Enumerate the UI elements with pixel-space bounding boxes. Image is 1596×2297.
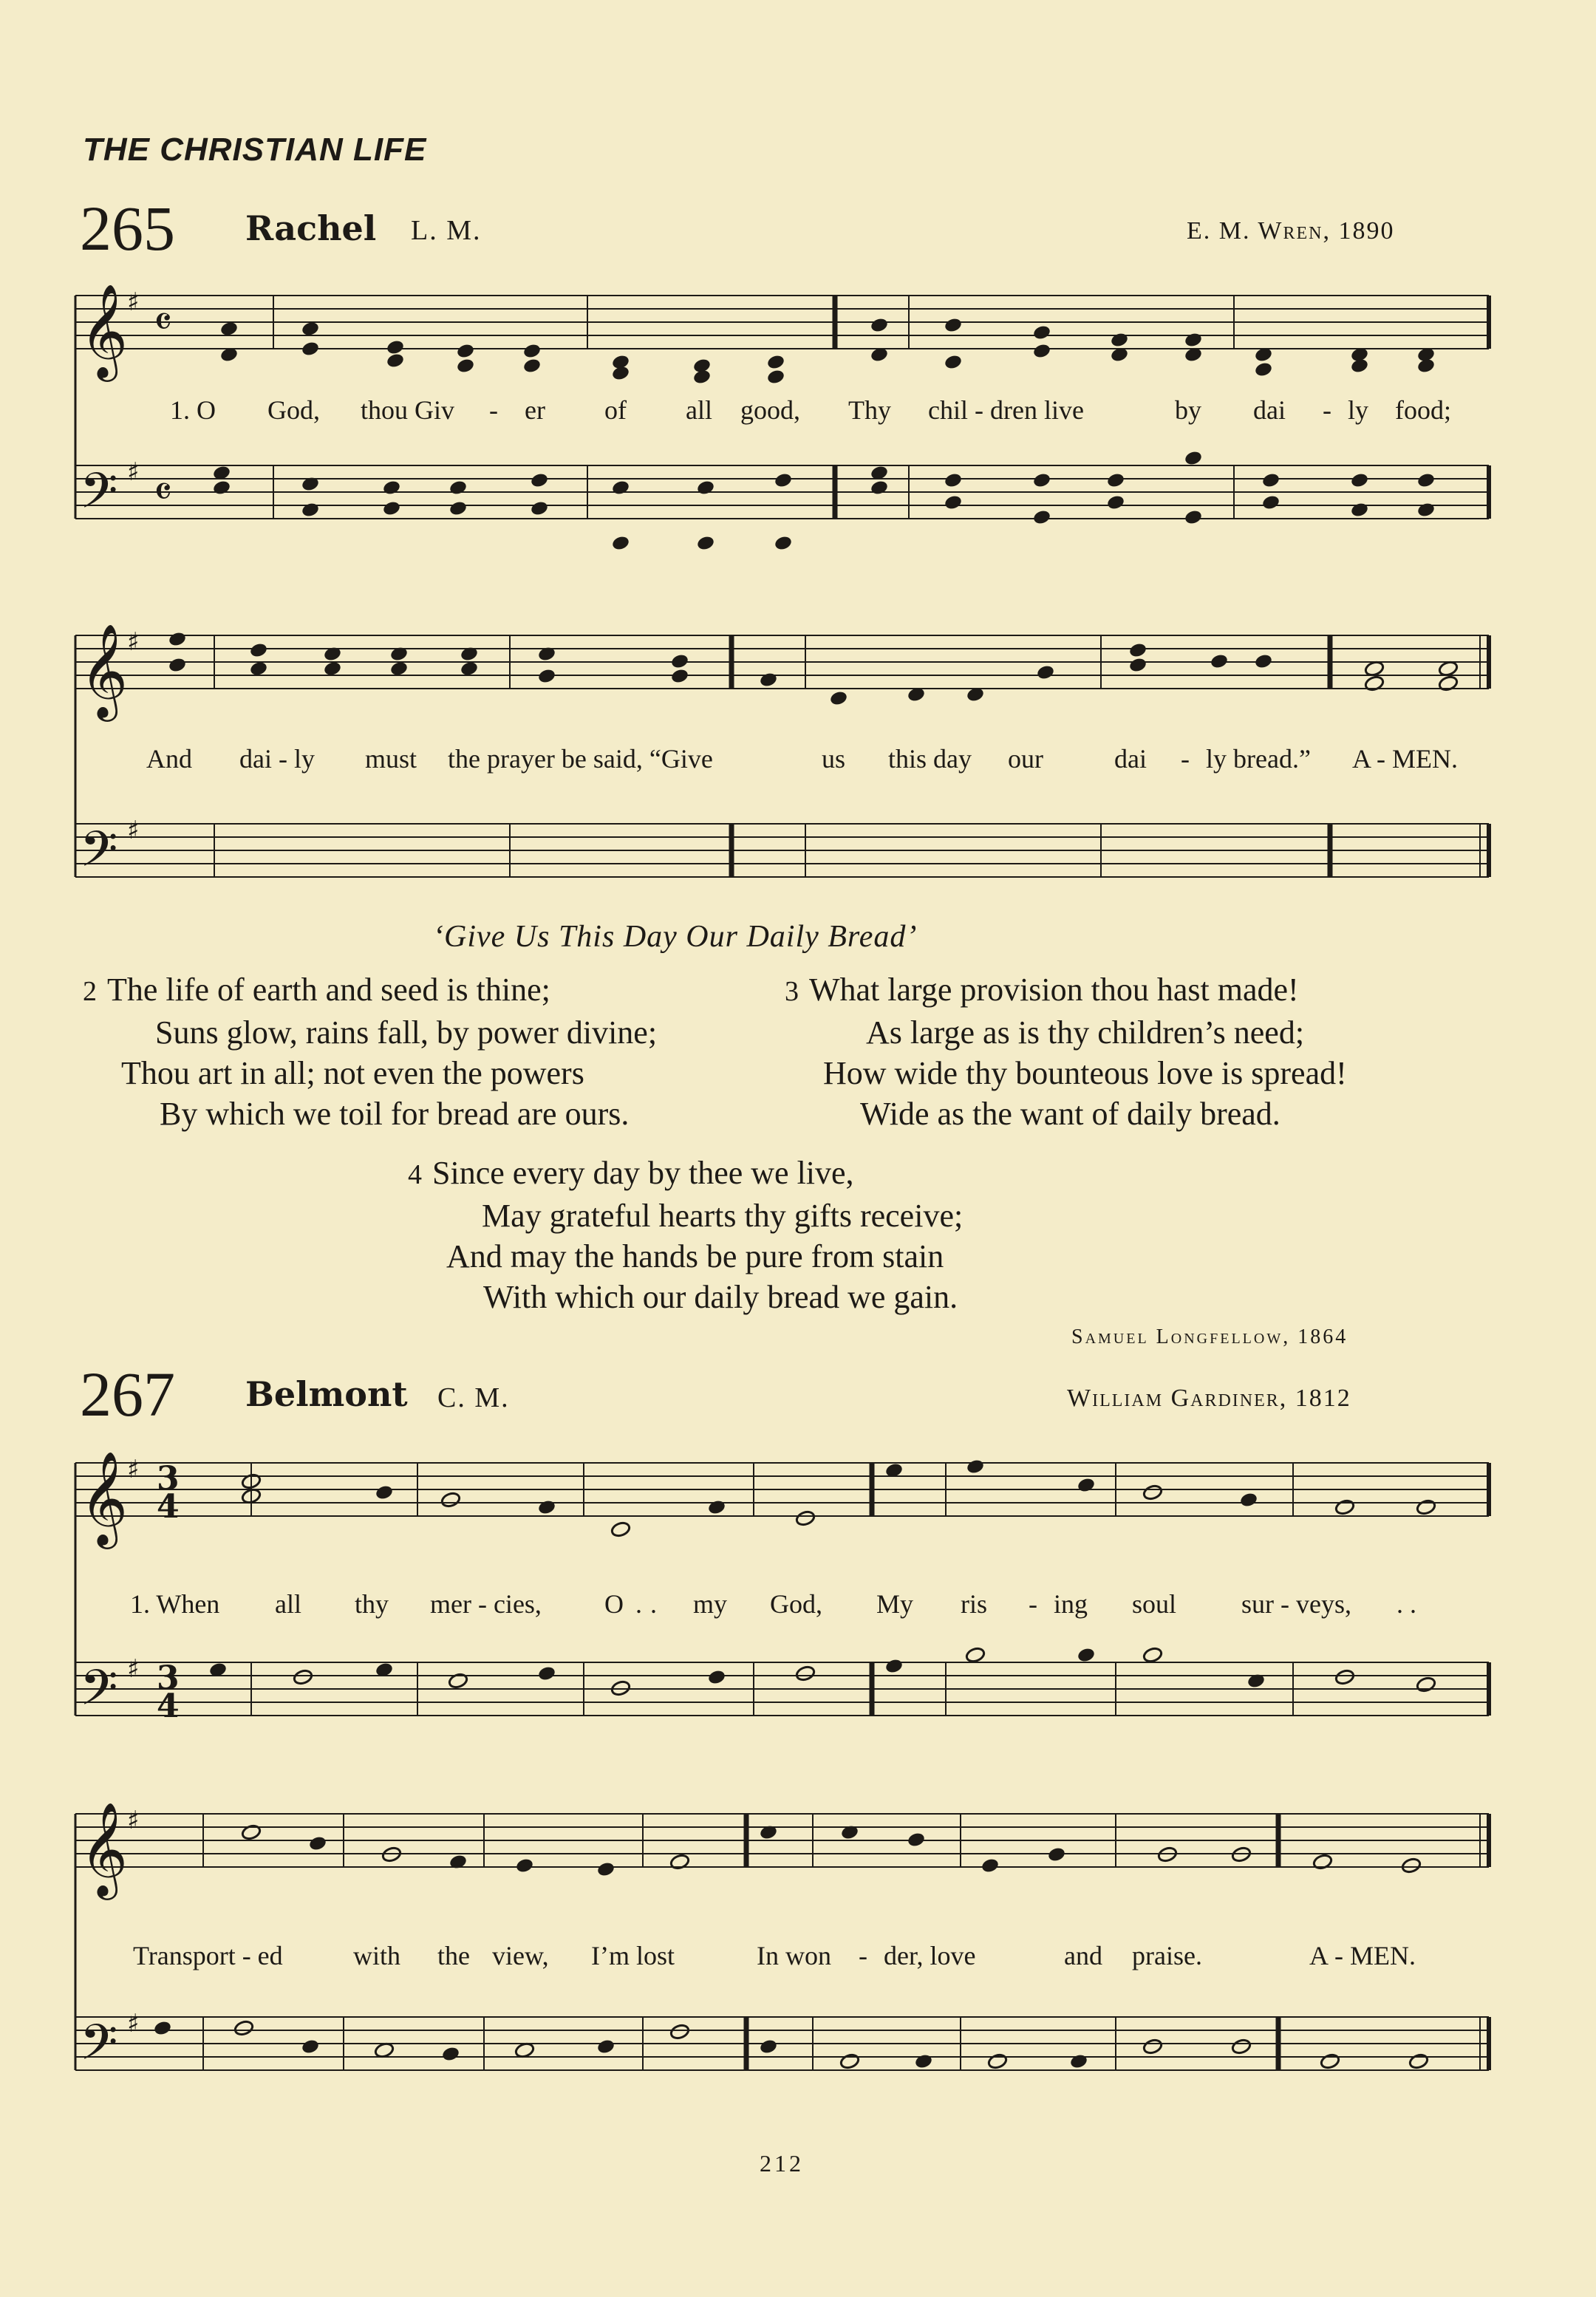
lyric-267-1-w14: sur - veys, xyxy=(1241,1589,1351,1619)
staff-265-1-treble xyxy=(75,296,1489,349)
lyric-265-2-w4: us xyxy=(822,744,846,774)
hymn-number-267: 267 xyxy=(80,1359,175,1430)
verse-4-line-1: Since every day by thee we live, xyxy=(432,1155,854,1191)
lyric-267-1-w10: ris xyxy=(961,1589,987,1619)
lyric-265-2-w6: our xyxy=(1008,744,1043,774)
lyric-265-1-w2: thou Giv xyxy=(361,395,455,425)
lyric-265-1-w7: good, xyxy=(740,395,800,425)
lyric-267-2-w11: - MEN. xyxy=(1334,1941,1416,1970)
lyric-267-2-w3: view, xyxy=(492,1941,549,1970)
svg-text:♯: ♯ xyxy=(127,2009,140,2038)
verse-number-3: 3 xyxy=(785,976,799,1007)
lyric-267-1-w11: - xyxy=(1029,1589,1037,1619)
meter-265: L. M. xyxy=(411,215,482,246)
svg-text:𝄢: 𝄢 xyxy=(80,2014,118,2083)
lyric-267-1-w5: . xyxy=(635,1589,642,1619)
svg-text:♯: ♯ xyxy=(127,816,140,845)
lyric-267-2-w6: - xyxy=(859,1941,867,1970)
svg-text:𝄴: 𝄴 xyxy=(154,298,173,347)
svg-text:4: 4 xyxy=(157,1488,180,1526)
lyric-267-1-w3: mer - cies, xyxy=(430,1589,542,1619)
lyric-267-2-w9: praise. xyxy=(1132,1941,1202,1970)
verse-2-line-3: Thou art in all; not even the powers xyxy=(121,1055,584,1091)
svg-text:𝄞: 𝄞 xyxy=(80,1450,129,1545)
lyric-265-1-w5: of xyxy=(604,395,627,425)
verse-3-line-2: As large as is thy children’s need; xyxy=(866,1014,1305,1051)
verse-4 xyxy=(408,1153,963,1317)
hymn-caption: ‘Give Us This Day Our Daily Bread’ xyxy=(433,920,918,954)
lyric-267-1-w1: all xyxy=(275,1589,301,1619)
meter-267: C. M. xyxy=(437,1382,510,1413)
lyric-265-2-w3: the prayer be said, “Give xyxy=(448,744,713,774)
lyric-267-1-w7: my xyxy=(693,1589,728,1619)
svg-text:𝄞: 𝄞 xyxy=(80,283,129,378)
svg-text:♯: ♯ xyxy=(127,287,140,317)
verse-2-line-4: By which we toil for bread are ours. xyxy=(160,1096,630,1132)
verse-2 xyxy=(83,969,657,1134)
verse-3-line-3: How wide thy bounteous love is spread! xyxy=(823,1055,1347,1091)
lyric-265-2-w1: dai - ly xyxy=(239,744,315,774)
verse-2-line-2: Suns glow, rains fall, by power divine; xyxy=(155,1014,658,1051)
svg-text:♯: ♯ xyxy=(127,1455,140,1484)
verse-4-line-3: And may the hands be pure from stain xyxy=(446,1238,944,1274)
svg-text:𝄞: 𝄞 xyxy=(80,1801,129,1896)
staff-265-1-bass xyxy=(75,465,1489,519)
lyric-267-1-w2: thy xyxy=(355,1589,389,1619)
lyric-265-2-w5: this day xyxy=(888,744,972,774)
lyric-267-1-w4: O xyxy=(604,1589,624,1619)
lyric-267-2-w4: I’m lost xyxy=(591,1941,675,1970)
section-title: THE CHRISTIAN LIFE xyxy=(83,132,427,168)
lyric-267-1-w15: . . xyxy=(1396,1589,1416,1619)
verse-3-line-4: Wide as the want of daily bread. xyxy=(860,1096,1280,1132)
lyric-267-1-w13: soul xyxy=(1132,1589,1177,1619)
composer-267: William Gardiner, 1812 xyxy=(1067,1385,1351,1412)
lyric-265-2-w9: ly bread.” xyxy=(1206,744,1311,774)
svg-text:3: 3 xyxy=(157,1460,180,1498)
hymn-number-265: 265 xyxy=(80,193,175,264)
lyric-265-1-w0: 1. O xyxy=(170,395,216,425)
verse-number-4: 4 xyxy=(408,1159,422,1190)
page-number: 212 xyxy=(760,2150,804,2177)
lyric-267-2-w8: and xyxy=(1064,1941,1102,1970)
verse-4-line-2: May grateful hearts thy gifts receive; xyxy=(482,1198,964,1234)
svg-text:♯: ♯ xyxy=(127,1654,140,1684)
lyric-265-1-w10: by xyxy=(1175,395,1201,425)
verse-2-line-1: The life of earth and seed is thine; xyxy=(107,972,550,1008)
svg-text:3: 3 xyxy=(157,1659,180,1697)
author-265: Samuel Longfellow, 1864 xyxy=(1071,1325,1348,1348)
lyric-267-2-w10: A xyxy=(1309,1941,1329,1970)
lyric-265-2-w2: must xyxy=(365,744,417,774)
lyric-265-1-w3: - xyxy=(489,395,498,425)
lyric-267-1-w9: My xyxy=(876,1589,914,1619)
composer-265: E. M. Wren, 1890 xyxy=(1187,217,1395,245)
svg-text:4: 4 xyxy=(157,1687,180,1725)
lyric-265-2-w10: A - MEN. xyxy=(1352,744,1458,774)
lyric-265-1-w8: Thy xyxy=(848,395,891,425)
lyric-265-1-w6: all xyxy=(686,395,712,425)
svg-text:𝄢: 𝄢 xyxy=(80,1659,118,1728)
lyric-265-1-w9: chil - dren live xyxy=(928,395,1084,425)
tune-name-265: Rachel xyxy=(245,208,377,248)
svg-text:𝄢: 𝄢 xyxy=(80,821,118,890)
svg-text:𝄞: 𝄞 xyxy=(80,623,129,717)
lyric-267-1-w6: . xyxy=(650,1589,657,1619)
verse-3 xyxy=(785,969,1347,1134)
lyric-267-2-w1: with xyxy=(353,1941,401,1970)
lyric-265-1-w1: God, xyxy=(267,395,320,425)
svg-text:♯: ♯ xyxy=(127,457,140,487)
lyric-267-2-w2: the xyxy=(437,1941,470,1970)
lyric-265-1-w14: food; xyxy=(1395,395,1451,425)
lyric-267-1-w12: ing xyxy=(1054,1589,1088,1619)
verse-3-line-1: What large provision thou hast made! xyxy=(809,972,1299,1008)
lyric-267-2-w0: Transport - ed xyxy=(133,1941,283,1970)
lyric-265-1-w4: er xyxy=(525,395,545,425)
lyric-265-2-w7: dai xyxy=(1114,744,1147,774)
lyric-265-2-w8: - xyxy=(1181,744,1190,774)
lyric-265-1-w13: ly xyxy=(1348,395,1369,425)
lyric-265-1-w12: - xyxy=(1323,395,1331,425)
svg-text:𝄢: 𝄢 xyxy=(80,463,118,531)
svg-text:𝄴: 𝄴 xyxy=(154,468,173,516)
lyric-265-2-w0: And xyxy=(146,744,192,774)
tune-name-267: Belmont xyxy=(245,1374,408,1414)
svg-text:♯: ♯ xyxy=(127,627,140,657)
lyric-267-2-w5: In won xyxy=(757,1941,831,1970)
verse-4-line-4: With which our daily bread we gain. xyxy=(483,1279,958,1315)
verse-number-2: 2 xyxy=(83,976,97,1007)
lyric-265-1-w11: dai xyxy=(1253,395,1286,425)
lyric-267-1-w0: 1. When xyxy=(130,1589,220,1619)
lyric-267-1-w8: God, xyxy=(770,1589,822,1619)
lyric-267-2-w7: der, love xyxy=(884,1941,976,1970)
svg-text:♯: ♯ xyxy=(127,1806,140,1835)
